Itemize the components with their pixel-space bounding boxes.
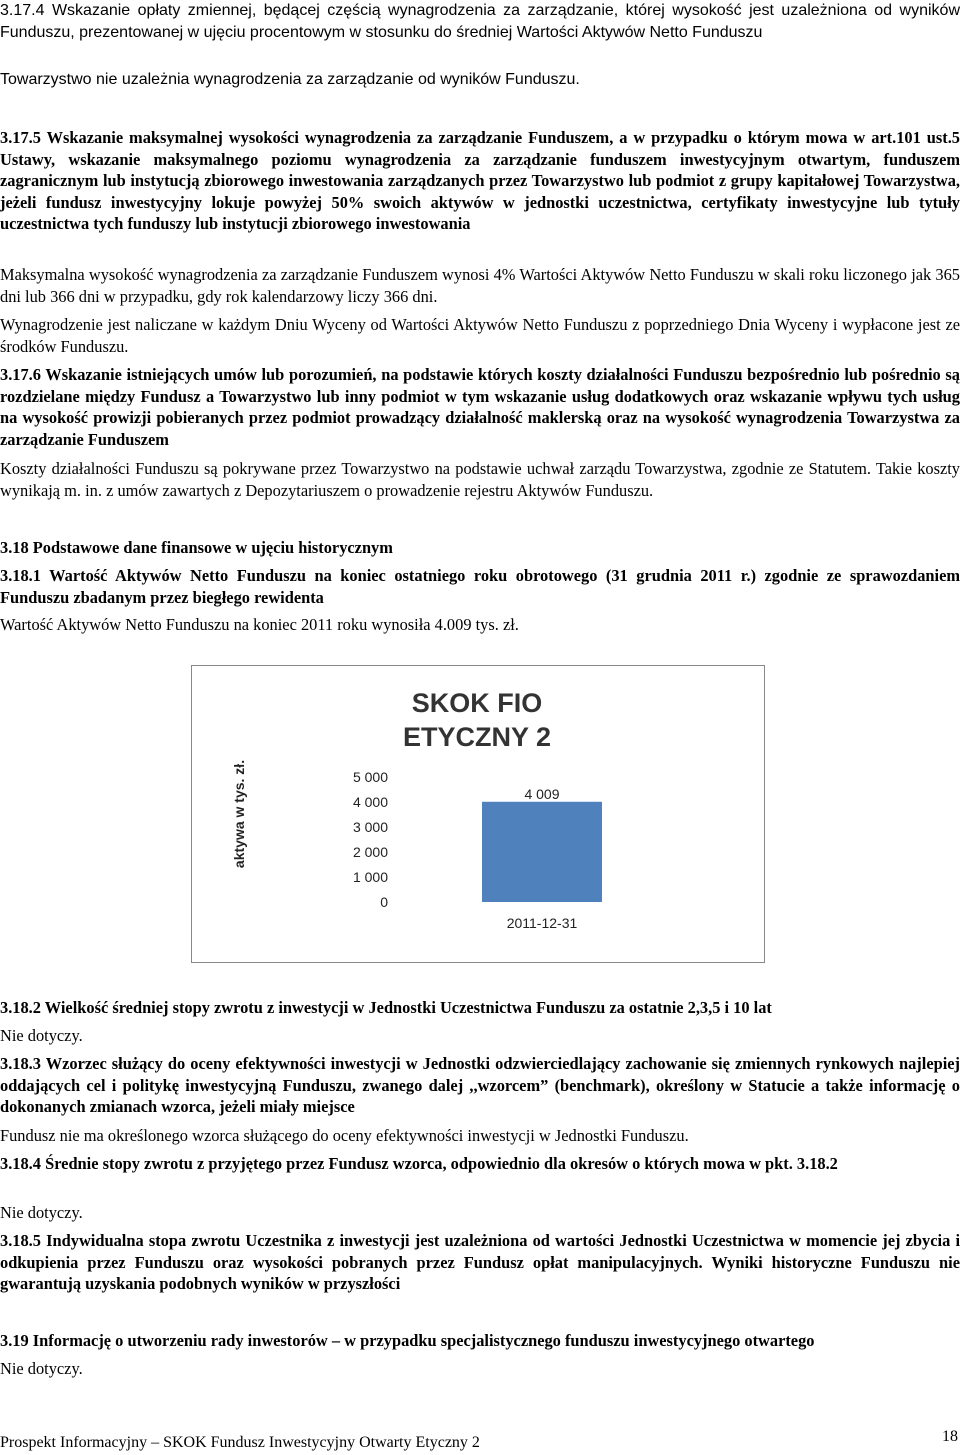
- y-tick-label: 5 000: [352, 769, 388, 785]
- section-3-19-heading: 3.19 Informację o utworzeniu rady inwestorów – w przypadku specjalistycznego funduszu inwestycyjnego otwartego: [0, 1331, 815, 1350]
- y-tick-label: 0: [380, 894, 388, 910]
- page-number: 18: [942, 1428, 958, 1445]
- chart-canvas: [192, 666, 763, 961]
- y-tick-label: 3 000: [352, 819, 388, 835]
- bars-group: [482, 802, 602, 902]
- section-3-17-5-para1: Maksymalna wysokość wynagrodzenia za zarządzanie Funduszem wynosi 4% Wartości Aktywów Netto Funduszu w skali roku liczonego jak 365 dni lub 366 dni w przypadku, gdy rok kalendarzowy liczy 366 dni.: [0, 265, 960, 306]
- y-tick-label: 2 000: [352, 844, 388, 860]
- y-axis-ticks: [353, 769, 388, 910]
- y-tick-label: 1 000: [352, 869, 388, 885]
- x-tick-label: 2011-12-31: [506, 915, 578, 931]
- section-3-17-5-para2: Wynagrodzenie jest naliczane w każdym Dniu Wyceny od Wartości Aktywów Netto Funduszu z poprzedniego Dnia Wyceny i wypłacone jest ze środków Funduszu.: [0, 315, 960, 356]
- section-3-18-2-heading: 3.18.2 Wielkość średniej stopy zwrotu z inwestycji w Jednostki Uczestnictwa Funduszu za ostatnie 2,3,5 i 10 lat: [0, 998, 772, 1017]
- chart-title-line-2: ETYCZNY 2: [402, 722, 552, 752]
- section-3-18-1-heading: 3.18.1 Wartość Aktywów Netto Funduszu na koniec ostatniego roku obrotowego (31 grudnia 2011 r.) zgodnie ze sprawozdaniem Funduszu zbadanym przez biegłego rewidenta: [0, 566, 960, 607]
- chart-y-axis-label: aktywa w tys. zł.: [231, 759, 247, 869]
- section-3-18-5-heading: 3.18.5 Indywidualna stopa zwrotu Uczestnika z inwestycji jest uzależniona od wartości Jednostki Uczestnictwa w momencie jej zbycia i odkupienia przez Funduszu oraz wysokości pobranych przez Fundusz opłat manipulacyjnych. Wyniki historyczne Funduszu nie gwarantują uzyskania podobnych wyników w przyszłości: [0, 1231, 960, 1293]
- section-3-17-4-text: Towarzystwo nie uzależnia wynagrodzenia za zarządzanie od wyników Funduszu.: [0, 71, 580, 88]
- section-3-18-4-text: Nie dotyczy.: [0, 1203, 83, 1222]
- y-tick-label: 4 000: [352, 794, 388, 810]
- section-3-17-6-text: Koszty działalności Funduszu są pokrywane przez Towarzystwo na podstawie uchwał zarządu Towarzystwa, zgodnie ze Statutem. Takie koszty wynikają m. in. z umów zawartych z Depozytariuszem o prowadzenie rejestru Aktywów Funduszu.: [0, 459, 960, 500]
- section-3-18-4-heading: 3.18.4 Średnie stopy zwrotu z przyjętego przez Fundusz wzorca, odpowiednio dla okresów o których mowa w pkt. 3.18.2: [0, 1154, 838, 1173]
- page-footer: Prospekt Informacyjny – SKOK Fundusz Inwestycyjny Otwarty Etyczny 2: [0, 1434, 480, 1451]
- x-axis-ticks: [507, 915, 578, 931]
- section-3-17-5-heading: 3.17.5 Wskazanie maksymalnej wysokości wynagrodzenia za zarządzanie Funduszem, a w przypadku o którym mowa w art.101 ust.5 Ustawy, wskazanie maksymalnego poziomu wynagrodzenia za zarządzanie funduszem inwestycyjnym otwartym, funduszem zagranicznym lub instytucją zbiorowego inwestowania zarządzanych przez Towarzystwo lub podmiot z grupy kapitałowej Towarzystwa, jeżeli fundusz inwestycyjny lokuje powyżej 50% swoich aktywów w jednostki uczestnictwa, certyfikaty inwestycyjne lub tytuły uczestnictwa tych funduszy lub instytucji zbiorowego inwestowania: [0, 128, 960, 233]
- nav-bar-chart: [191, 665, 765, 963]
- section-3-18-3-text: Fundusz nie ma określonego wzorca służącego do oceny efektywności inwestycji w Jednostki Funduszu.: [0, 1126, 689, 1145]
- section-3-18-2-text: Nie dotyczy.: [0, 1026, 83, 1045]
- value-labels-group: [524, 786, 559, 802]
- section-3-18-1-text: Wartość Aktywów Netto Funduszu na koniec 2011 roku wynosiła 4.009 tys. zł.: [0, 615, 519, 634]
- section-3-19-text: Nie dotyczy.: [0, 1359, 83, 1378]
- bar: [482, 802, 602, 902]
- section-3-18-heading: 3.18 Podstawowe dane finansowe w ujęciu historycznym: [0, 538, 393, 557]
- section-3-18-3-heading: 3.18.3 Wzorzec służący do oceny efektywności inwestycji w Jednostki odzwierciedlający zachowanie się zmiennych rynkowych najlepiej oddających cel i politykę inwestycyjną Funduszu, zwanego dalej ,,wzorcem” (benchmark), określony w Statucie a także informację o dokonanych zmianach wzorca, jeżeli miały miejsce: [0, 1054, 960, 1116]
- section-3-17-6-heading: 3.17.6 Wskazanie istniejących umów lub porozumień, na podstawie których koszty działalności Funduszu bezpośrednio lub pośrednio są rozdzielane między Fundusz a Towarzystwo lub inny podmiot w tym wskazanie usług dodatkowych oraz wskazanie wpływu tych usług na wysokość prowizji pobieranych przez podmiot prowadzący działalność maklerską oraz na wysokość wynagrodzenia Towarzystwa za zarządzanie Funduszem: [0, 365, 960, 449]
- section-3-17-4-heading: 3.17.4 Wskazanie opłaty zmiennej, będącej częścią wynagrodzenia za zarządzanie, której wysokość jest uzależniona od wyników Funduszu, prezentowanej w ujęciu procentowym w stosunku do średniej Wartości Aktywów Netto Funduszu: [0, 2, 960, 41]
- bar-value-label: 4 009: [524, 785, 560, 802]
- chart-title-line-1: SKOK FIO: [411, 688, 543, 718]
